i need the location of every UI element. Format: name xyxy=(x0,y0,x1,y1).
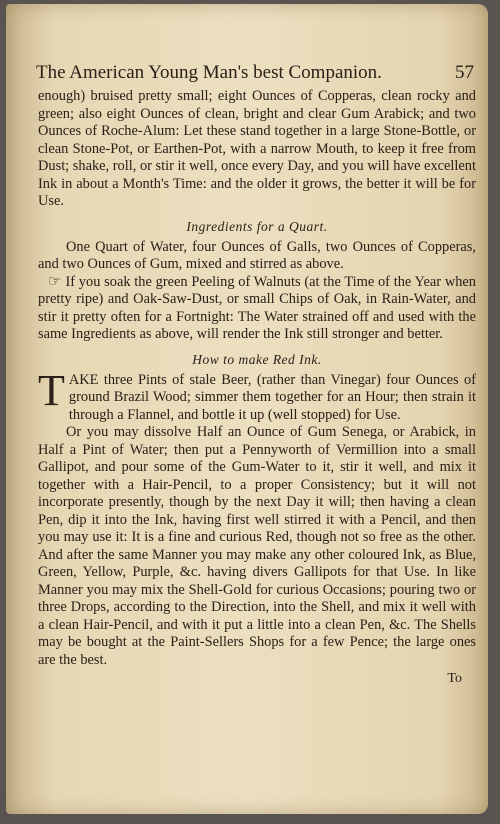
paragraph-red-ink-gum: Or you may dissolve Half an Ounce of Gum Senega, or Arabick, in Half a Pint of Water; then put a Pennyworth of Vermillion into a small Gallipot, and pour some of the Gum-Water to it, stir it well, and mix it together with a Hair-Pencil, to a proper Consistency; but it will not incorporate presently, though by the next Day it will; then having a clean Pen, dip it into the Ink, having first well stirred it with a Pencil, and then you may use it: It is a fine and curious Red, though not so free as the other. And after the same Manner you may make any other coloured Ink, as Blue, Green, Yellow, Purple, &c. having divers Gallipots for that Use. In like Manner you may mix the Shell-Gold for curious Occasions; pouring two or three Drops, according to the Direction, into the Shell, and mix it well with a clean Hair-Pencil, and with it put a little into a clean Pen, &c. The Shells may be bought at the Paint-Sellers Shops for a few Pence; the large ones are the best. xyxy=(38,424,476,668)
paragraph-walnut-note xyxy=(38,274,476,344)
paragraph-red-ink-beer xyxy=(38,365,476,425)
running-title: The American Young Man's best Companion. xyxy=(36,62,382,83)
pointing-hand-icon: ☞ xyxy=(48,273,62,290)
catchword: To xyxy=(447,671,462,686)
page-header xyxy=(36,62,476,88)
body-text xyxy=(38,88,476,687)
section-heading-quart: Ingredients for a Quart. xyxy=(186,218,328,234)
book-page xyxy=(6,4,488,814)
section-heading-red-ink: How to make Red Ink. xyxy=(192,351,322,367)
paragraph-ink-recipe-continued: enough) bruised pretty small; eight Ounces of Copperas, clean rocky and green; also eight Ounces of clean, bright and clear Gum Arabick; and two Ounces of Roche-Alum: Let these stand together in a large Stone-Bottle, or clean Stone-Pot, or Earthen-Pot, with a narrow Mouth, to keep it free from Dust; shake, roll, or stir it well, once every Day, and you will have excellent Ink in about a Month's Time: and the older it grows, the better it will be for Use. xyxy=(38,88,476,209)
walnut-note-text: If you soak the green Peeling of Walnuts (at the Time of the Year when pretty ripe) and Oak-Saw-Dust, or small Chips of Oak, in Rain-Water, and stir it pretty often for a Fortnight: The Water strained off and used with the same Ingredients as above, will render the Ink still stronger and better. xyxy=(38,273,476,342)
paragraph-quart-ingredients: One Quart of Water, four Ounces of Galls, two Ounces of Copperas, and two Ounces of Gum, mixed and stirred as above. xyxy=(38,238,476,272)
red-ink-beer-text: AKE three Pints of stale Beer, (rather than Vinegar) four Ounces of ground Brazil Wood; simmer them together for an Hour; then strain it through a Flannel, and bottle it up (well stopped) for Use. xyxy=(68,371,476,423)
page-number: 57 xyxy=(455,62,474,83)
drop-cap: T xyxy=(38,365,65,415)
